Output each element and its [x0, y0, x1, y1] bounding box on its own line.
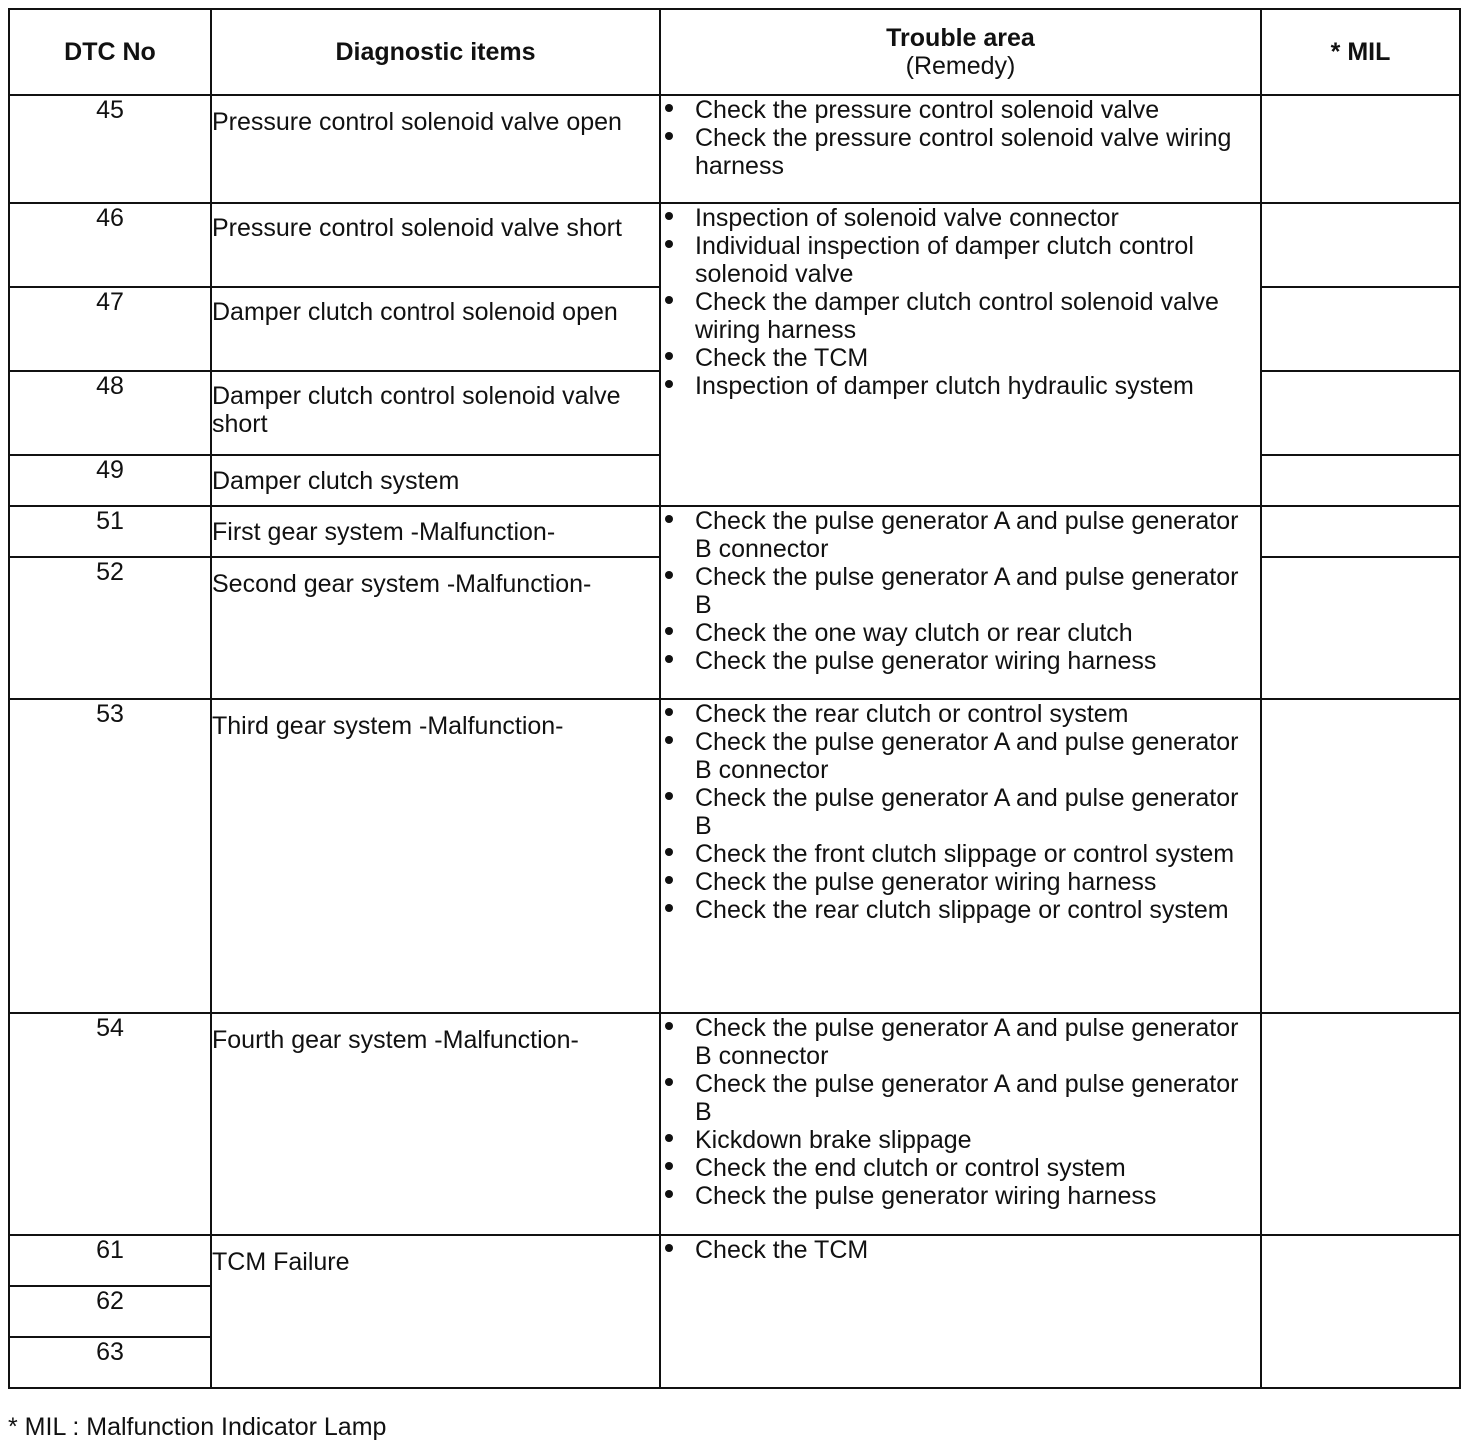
- mil-cell: [1261, 287, 1460, 371]
- dtc-number: 62: [9, 1286, 211, 1337]
- mil-cell: [1261, 95, 1460, 203]
- dtc-number: 52: [9, 557, 211, 699]
- diagnostic-item: Pressure control solenoid valve short: [211, 203, 660, 287]
- dtc-table: [8, 8, 1461, 1389]
- remedy-item: Check the pulse generator wiring harness: [661, 1182, 1260, 1210]
- remedy-item: Check the front clutch slippage or control system: [661, 840, 1260, 868]
- remedy-item: Check the rear clutch or control system: [661, 700, 1260, 728]
- table-row: [9, 1013, 1460, 1235]
- dtc-number: 61: [9, 1235, 211, 1286]
- dtc-number: 49: [9, 455, 211, 506]
- dtc-number: 45: [9, 95, 211, 203]
- remedy-cell: [660, 95, 1261, 203]
- remedy-item: Kickdown brake slippage: [661, 1126, 1260, 1154]
- diagnostic-item: Pressure control solenoid valve open: [211, 95, 660, 203]
- table-row: [9, 1235, 1460, 1286]
- mil-footnote: * MIL : Malfunction Indicator Lamp: [8, 1413, 387, 1441]
- mil-cell: [1261, 455, 1460, 506]
- dtc-number: 48: [9, 371, 211, 455]
- header-mil: * MIL: [1261, 9, 1460, 95]
- dtc-number: 46: [9, 203, 211, 287]
- diagnostic-item: Second gear system -Malfunction-: [211, 557, 660, 699]
- remedy-item: Check the pressure control solenoid valve wiring harness: [661, 124, 1260, 180]
- diagnostic-item: Damper clutch control solenoid valve short: [211, 371, 660, 455]
- dtc-number: 51: [9, 506, 211, 557]
- remedy-item: Check the pulse generator A and pulse generator B connector: [661, 1014, 1260, 1070]
- remedy-cell: [660, 1013, 1261, 1235]
- diagnostic-item: Damper clutch control solenoid open: [211, 287, 660, 371]
- remedy-item: Check the pulse generator A and pulse generator B connector: [661, 507, 1260, 563]
- remedy-item: Check the pulse generator A and pulse generator B connector: [661, 728, 1260, 784]
- diagnostic-item: Third gear system -Malfunction-: [211, 699, 660, 1013]
- table-row: [9, 203, 1460, 287]
- remedy-list: [661, 1014, 1260, 1210]
- diagnostic-item: Damper clutch system: [211, 455, 660, 506]
- remedy-item: Individual inspection of damper clutch control solenoid valve: [661, 232, 1260, 288]
- remedy-list: [661, 96, 1260, 180]
- remedy-cell: [660, 699, 1261, 1013]
- mil-cell: [1261, 506, 1460, 557]
- remedy-item: Check the pulse generator wiring harness: [661, 647, 1260, 675]
- table-row: [9, 506, 1460, 557]
- remedy-item: Check the pulse generator A and pulse generator B: [661, 563, 1260, 619]
- dtc-number: 63: [9, 1337, 211, 1388]
- remedy-item: Check the pressure control solenoid valve: [661, 96, 1260, 124]
- remedy-item: Inspection of damper clutch hydraulic system: [661, 372, 1260, 400]
- remedy-list: [661, 507, 1260, 675]
- mil-cell: [1261, 203, 1460, 287]
- diagnostic-item: Fourth gear system -Malfunction-: [211, 1013, 660, 1235]
- mil-cell: [1261, 1013, 1460, 1235]
- header-diagnostic-items: Diagnostic items: [211, 9, 660, 95]
- remedy-item: Inspection of solenoid valve connector: [661, 204, 1260, 232]
- remedy-item: Check the damper clutch control solenoid valve wiring harness: [661, 288, 1260, 344]
- dtc-number: 54: [9, 1013, 211, 1235]
- mil-cell: [1261, 371, 1460, 455]
- table-row: [9, 95, 1460, 203]
- header-remedy: (Remedy): [905, 52, 1016, 80]
- remedy-item: Check the rear clutch slippage or control system: [661, 896, 1260, 924]
- mil-cell: [1261, 1235, 1460, 1388]
- header-dtc-no: DTC No: [9, 9, 211, 95]
- diagnostic-item: TCM Failure: [211, 1235, 660, 1388]
- dtc-number: 53: [9, 699, 211, 1013]
- table-row: [9, 699, 1460, 1013]
- dtc-number: 47: [9, 287, 211, 371]
- header-row: [9, 9, 1460, 95]
- header-trouble-area: [660, 9, 1261, 95]
- remedy-item: Check the TCM: [661, 1236, 1260, 1264]
- remedy-list: [661, 1236, 1260, 1264]
- remedy-cell: [660, 203, 1261, 506]
- remedy-item: Check the pulse generator A and pulse generator B: [661, 1070, 1260, 1126]
- mil-cell: [1261, 699, 1460, 1013]
- remedy-item: Check the TCM: [661, 344, 1260, 372]
- remedy-item: Check the one way clutch or rear clutch: [661, 619, 1260, 647]
- remedy-cell: [660, 506, 1261, 699]
- header-trouble-area-title: Trouble area: [886, 24, 1035, 52]
- diagnostic-item: First gear system -Malfunction-: [211, 506, 660, 557]
- remedy-item: Check the pulse generator wiring harness: [661, 868, 1260, 896]
- remedy-item: Check the pulse generator A and pulse generator B: [661, 784, 1260, 840]
- remedy-item: Check the end clutch or control system: [661, 1154, 1260, 1182]
- remedy-list: [661, 700, 1260, 924]
- mil-cell: [1261, 557, 1460, 699]
- remedy-list: [661, 204, 1260, 400]
- remedy-cell: [660, 1235, 1261, 1388]
